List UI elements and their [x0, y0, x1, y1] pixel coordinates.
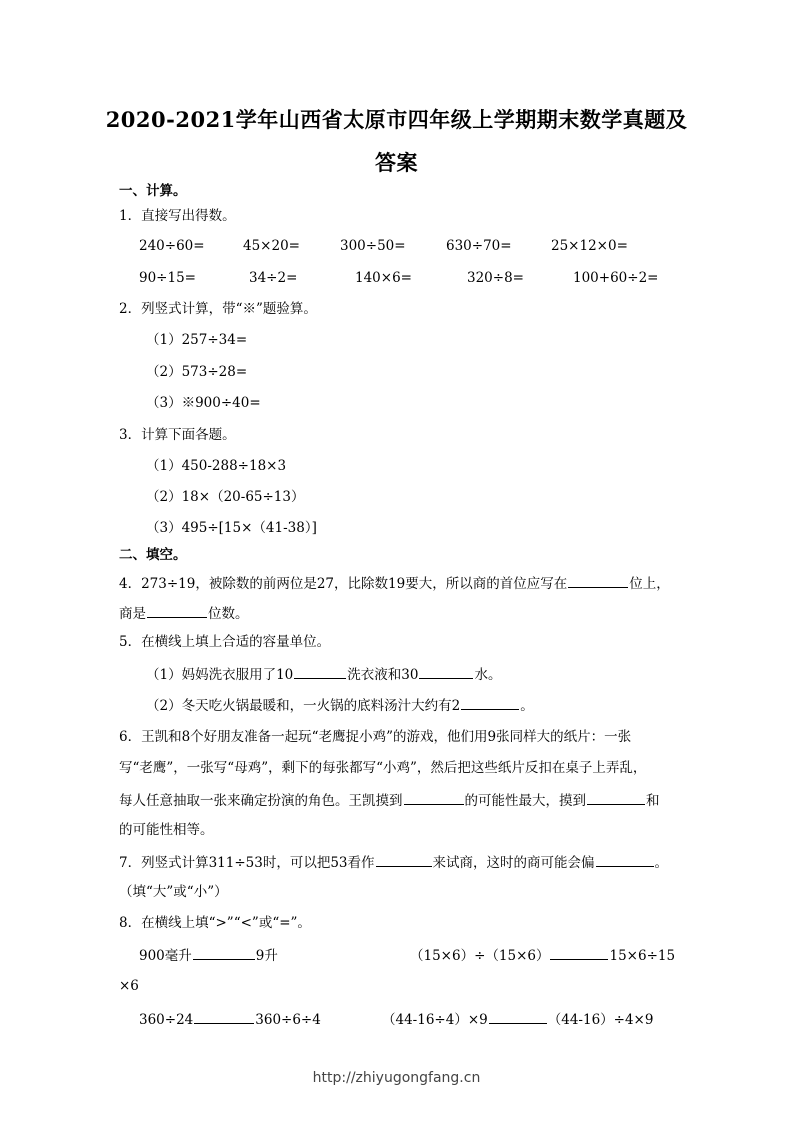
q6-l3-a: 每人任意抽取一张来确定扮演的角色。王凯摸到	[119, 793, 403, 809]
q1-r2-c3: 140×6=	[355, 270, 412, 286]
q5-blank3[interactable]	[461, 695, 519, 710]
q5-item1	[146, 664, 501, 684]
q1-r1-c1: 240÷60=	[139, 238, 205, 254]
q7-text-a: 7．列竖式计算311÷53时，可以把53看作	[119, 855, 375, 871]
q4-text-a: 4．273÷19，被除数的前两位是27，比除数19要大，所以商的首位应写在	[119, 576, 568, 592]
q1-r1-c2: 45×20=	[243, 238, 300, 254]
q4-line1	[119, 573, 670, 593]
q7-text-b: 来试商，这时的商可能会偏	[432, 855, 595, 871]
q8-r1-c: （15×6）÷（15×6）	[410, 948, 550, 964]
q5-i2-b: 。	[520, 698, 534, 714]
q3-text: 3．计算下面各题。	[119, 427, 236, 443]
q6-line4: 的可能性相等。	[119, 822, 214, 838]
q4-text-b: 位上，	[629, 576, 670, 592]
page-title-line1: 2020-2021学年山西省太原市四年级上学期期末数学真题及	[105, 107, 688, 132]
q6-line3	[119, 790, 660, 810]
q3-item2: （2）18×（20-65÷13）	[146, 489, 305, 505]
q8-blank1[interactable]	[193, 945, 255, 960]
q8-r2-c: （44-16÷4）×9	[382, 1012, 488, 1028]
q4-blank1[interactable]	[568, 573, 628, 588]
q8-r1-right	[410, 945, 675, 965]
q4-blank2[interactable]	[147, 603, 207, 618]
q8-r1-b: 9升	[255, 948, 278, 964]
q1-text: 1．直接写出得数。	[119, 208, 236, 224]
q1-r1-c4: 630÷70=	[446, 238, 512, 254]
q5-text: 5．在横线上填上合适的容量单位。	[119, 634, 331, 650]
q5-i1-c: 水。	[474, 667, 502, 683]
q8-r1-cont: ×6	[119, 978, 139, 994]
q5-item2	[146, 695, 534, 715]
q6-blank1[interactable]	[404, 790, 464, 805]
q4-text-d: 位数。	[208, 606, 249, 622]
q7-line2: （填“大”或“小”）	[119, 884, 228, 900]
q2-item1: （1）257÷34=	[146, 332, 248, 348]
q5-blank1[interactable]	[294, 664, 346, 679]
q6-l3-b: 的可能性最大，摸到	[464, 793, 586, 809]
q6-line1: 6．王凯和8个好朋友准备一起玩“老鹰捉小鸡”的游戏，他们用9张同样大的纸片：一张	[119, 729, 632, 745]
q3-item3: （3）495÷[15×（41-38）]	[146, 520, 317, 536]
q5-blank2[interactable]	[419, 664, 473, 679]
section2-heading: 二、填空。	[119, 547, 187, 563]
q2-item3: （3）※900÷40=	[146, 395, 261, 411]
q8-blank3[interactable]	[194, 1009, 254, 1024]
q8-r2-left	[139, 1009, 321, 1029]
q6-line2: 写“老鹰”，一张写“母鸡”，剩下的每张都写“小鸡”，然后把这些纸片反扣在桌子上弄乱，	[119, 760, 647, 776]
q8-r2-b: 360÷6÷4	[255, 1012, 321, 1028]
q8-blank2[interactable]	[550, 945, 608, 960]
section1-heading: 一、计算。	[119, 183, 187, 199]
q8-r2-a: 360÷24	[139, 1012, 194, 1028]
q8-blank4[interactable]	[489, 1009, 547, 1024]
q8-r2-d: （44-16）÷4×9	[547, 1012, 654, 1028]
q3-item1: （1）450-288÷18×3	[146, 458, 287, 474]
q1-r2-c5: 100+60÷2=	[573, 270, 659, 286]
q1-r2-c4: 320÷8=	[467, 270, 524, 286]
q6-l3-c: 和	[646, 793, 660, 809]
q8-r1-left	[139, 945, 278, 965]
q5-i1-b: 洗衣液和30	[347, 667, 419, 683]
q4-line2	[119, 603, 249, 623]
q5-i1-a: （1）妈妈洗衣服用了10	[146, 667, 294, 683]
q1-r1-c5: 25×12×0=	[551, 238, 628, 254]
q7-text-c: 。	[654, 855, 669, 871]
q8-r2-right	[382, 1009, 653, 1029]
footer-url[interactable]: http://zhiyugongfang.cn	[312, 1070, 481, 1086]
q6-blank2[interactable]	[587, 790, 645, 805]
q2-text: 2．列竖式计算，带“※”题验算。	[119, 301, 317, 317]
q7-blank2[interactable]	[596, 852, 654, 867]
page-title-line2: 答案	[375, 150, 418, 175]
q1-r1-c3: 300÷50=	[340, 238, 406, 254]
q8-text: 8．在横线上填“>”“<”或“=”。	[119, 915, 311, 931]
q8-r1-d: 15×6÷15	[609, 948, 676, 964]
q5-i2-a: （2）冬天吃火锅最暖和，一火锅的底料汤汁大约有2	[146, 698, 461, 714]
q2-item2: （2）573÷28=	[146, 364, 248, 380]
q1-r2-c2: 34÷2=	[249, 270, 298, 286]
q7-blank1[interactable]	[376, 852, 432, 867]
q4-text-c: 商是	[119, 606, 146, 622]
q7-line1	[119, 852, 668, 872]
q1-r2-c1: 90÷15=	[139, 270, 196, 286]
q8-r1-a: 900毫升	[139, 948, 192, 964]
